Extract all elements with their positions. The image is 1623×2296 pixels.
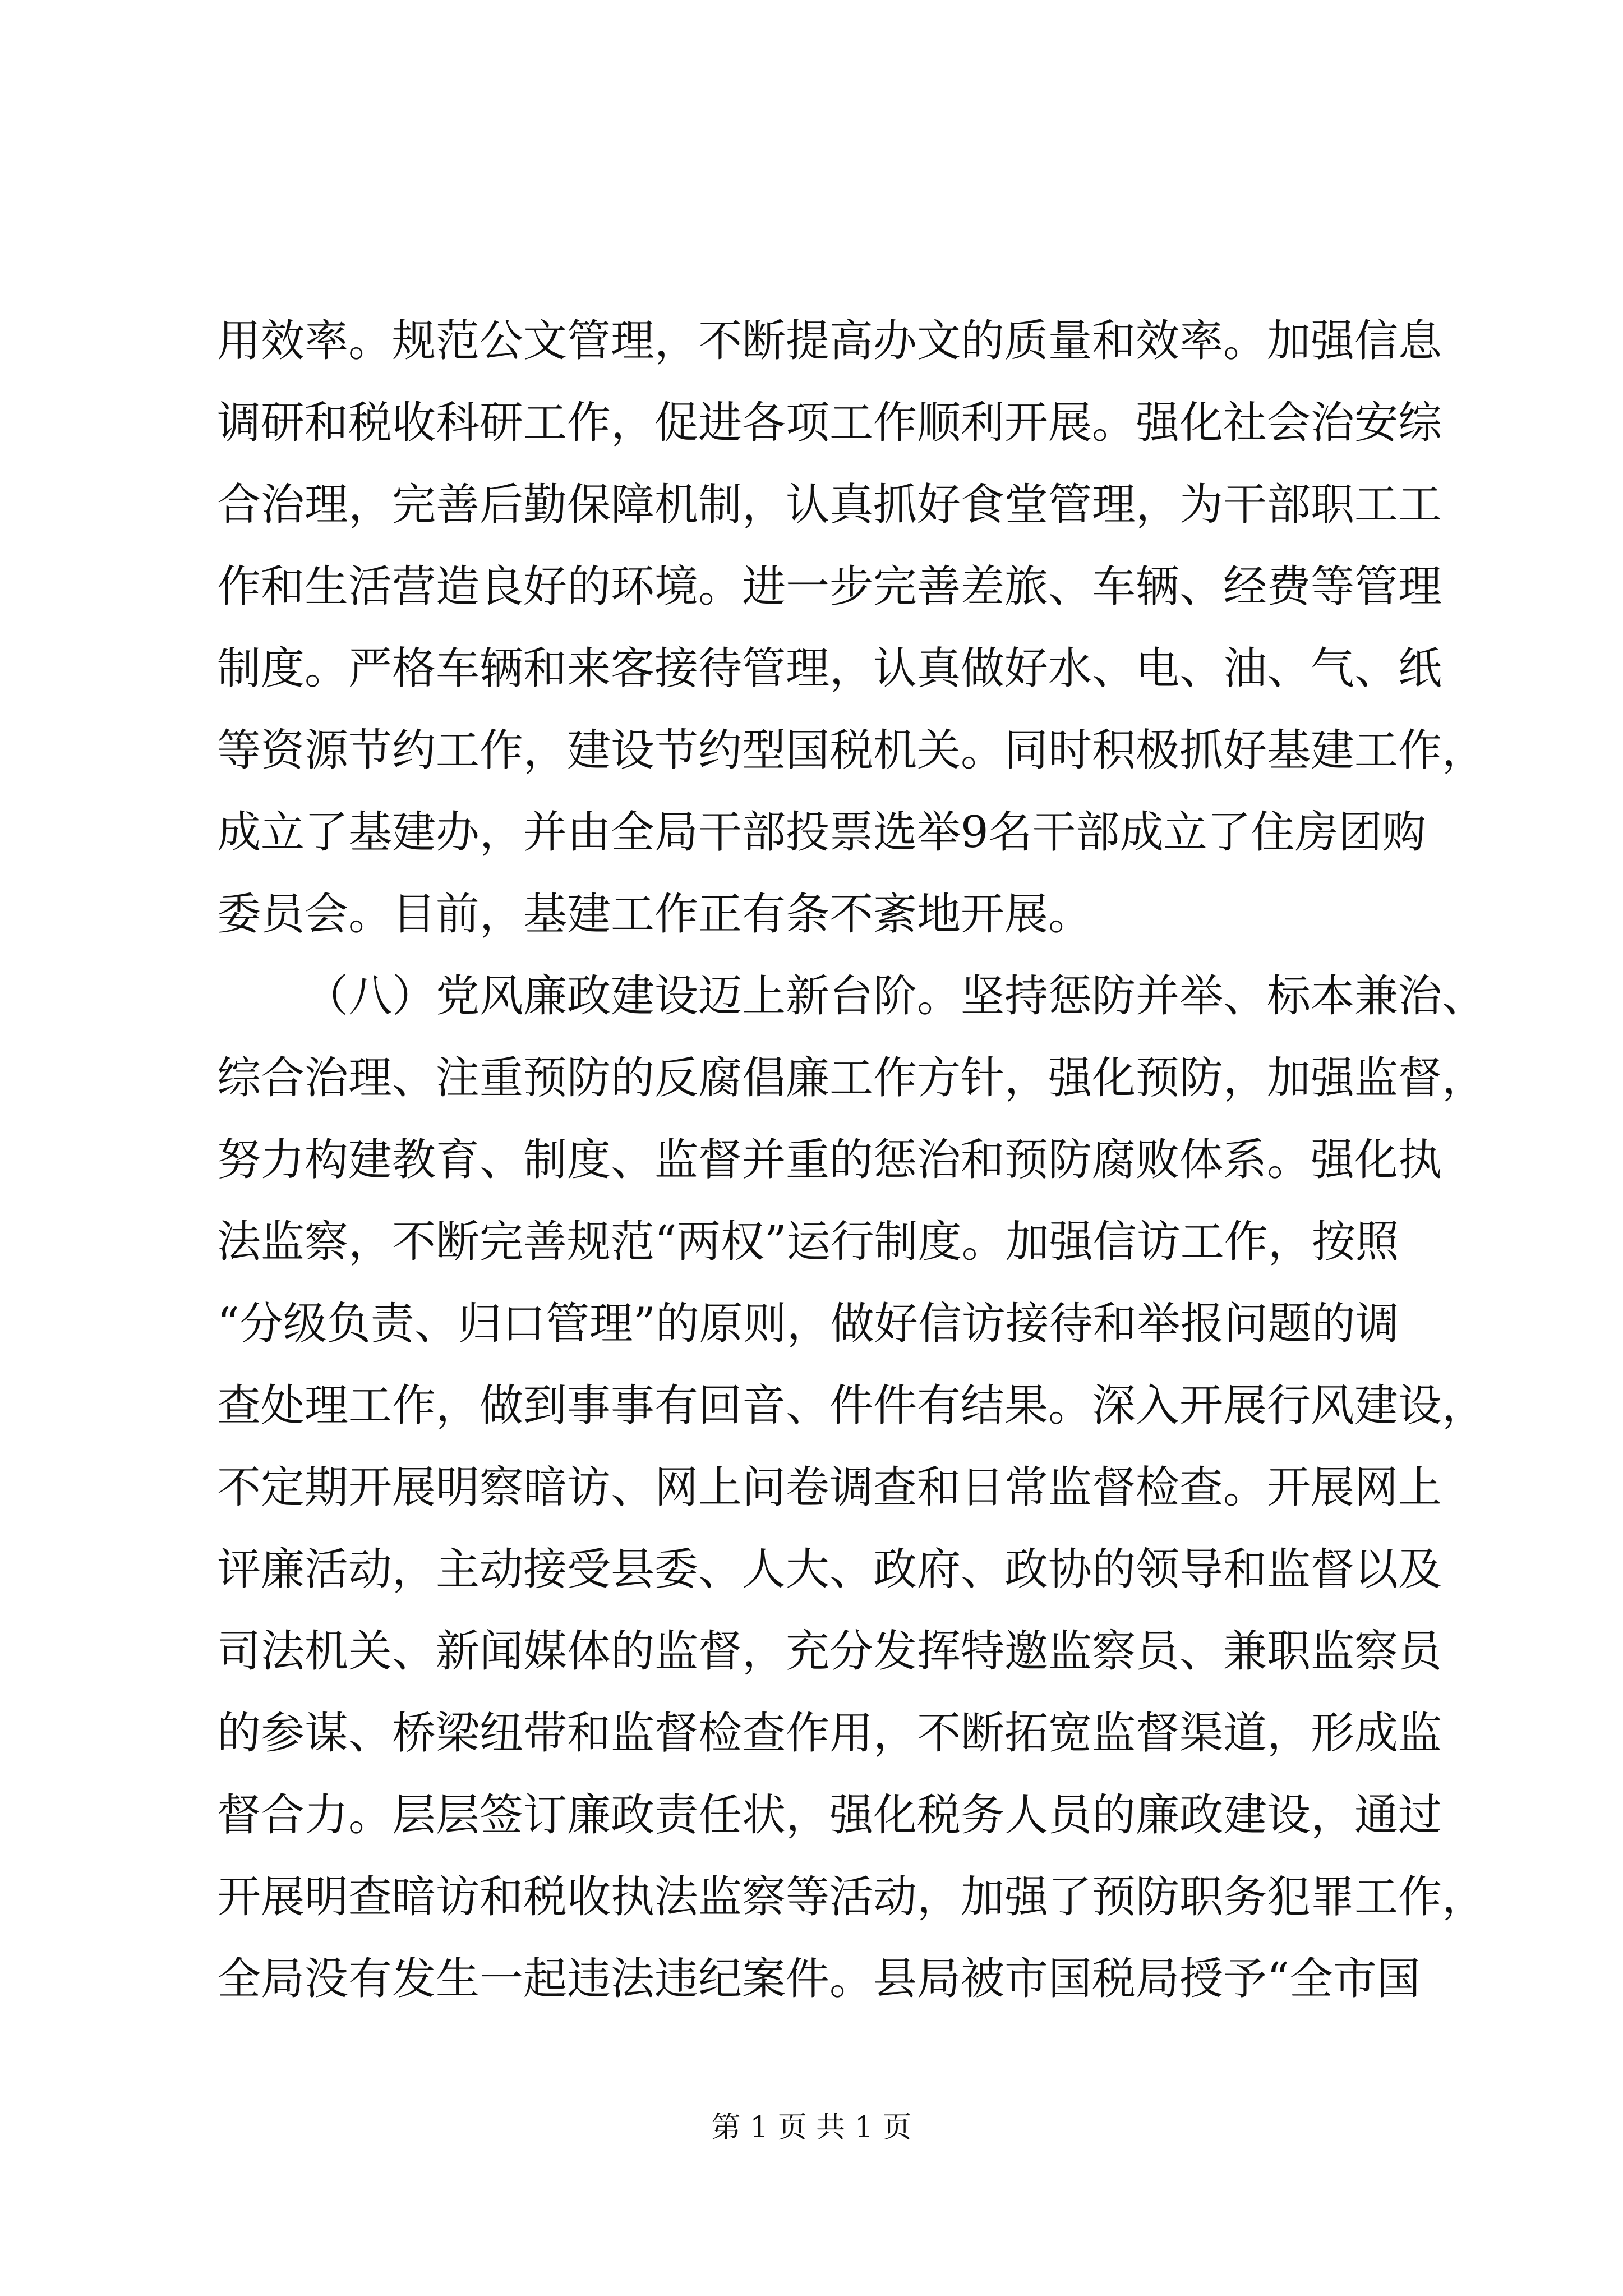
text-line: 制度。严格车辆和来客接待管理，认真做好水、电、油、气、纸: [217, 643, 1442, 694]
text-line: 全局没有发生一起违法违纪案件。县局被市国税局授予“全市国: [217, 1954, 1421, 2004]
text-line: 综合治理、注重预防的反腐倡廉工作方针，强化预防，加强监督，: [217, 1053, 1486, 1103]
text-line: 作和生活营造良好的环境。进一步完善差旅、车辆、经费等管理: [217, 562, 1442, 612]
text-line: 用效率。规范公文管理，不断提高办文的质量和效率。加强信息: [217, 316, 1442, 366]
text-line: 努力构建教育、制度、监督并重的惩治和预防腐败体系。强化执: [217, 1135, 1442, 1185]
text-line: 查处理工作，做到事事有回音、件件有结果。深入开展行风建设，: [217, 1381, 1486, 1431]
text-line: 调研和税收科研工作，促进各项工作顺利开展。强化社会治安综: [217, 398, 1442, 448]
section-heading-line: （八）党风廉政建设迈上新台阶。坚持惩防并举、标本兼治、: [305, 971, 1486, 1022]
text-line: 的参谋、桥梁纽带和监督检查作用，不断拓宽监督渠道，形成监: [217, 1708, 1442, 1759]
text-line: “分级负责、归口管理”的原则，做好信访接待和举报问题的调: [217, 1299, 1399, 1349]
text-line: 委员会。目前，基建工作正有条不紊地开展。: [217, 889, 1092, 940]
text-line: 督合力。层层签订廉政责任状，强化税务人员的廉政建设，通过: [217, 1790, 1442, 1841]
text-line: 评廉活动，主动接受县委、人大、政府、政协的领导和监督以及: [217, 1544, 1442, 1595]
text-line: 法监察，不断完善规范“两权”运行制度。加强信访工作，按照: [217, 1217, 1399, 1267]
page-number-footer: 第 1 页 共 1 页: [711, 2111, 912, 2145]
text-line: 等资源节约工作，建设节约型国税机关。同时积极抓好基建工作，: [217, 725, 1486, 776]
text-line: 合治理，完善后勤保障机制，认真抓好食堂管理，为干部职工工: [217, 480, 1442, 530]
text-line: 司法机关、新闻媒体的监督，充分发挥特邀监察员、兼职监察员: [217, 1626, 1442, 1677]
text-line: 成立了基建办，并由全局干部投票选举9名干部成立了住房团购: [217, 807, 1426, 858]
text-line: 开展明查暗访和税收执法监察等活动，加强了预防职务犯罪工作，: [217, 1872, 1486, 1922]
text-line: 不定期开展明察暗访、网上问卷调查和日常监督检查。开展网上: [217, 1462, 1442, 1513]
